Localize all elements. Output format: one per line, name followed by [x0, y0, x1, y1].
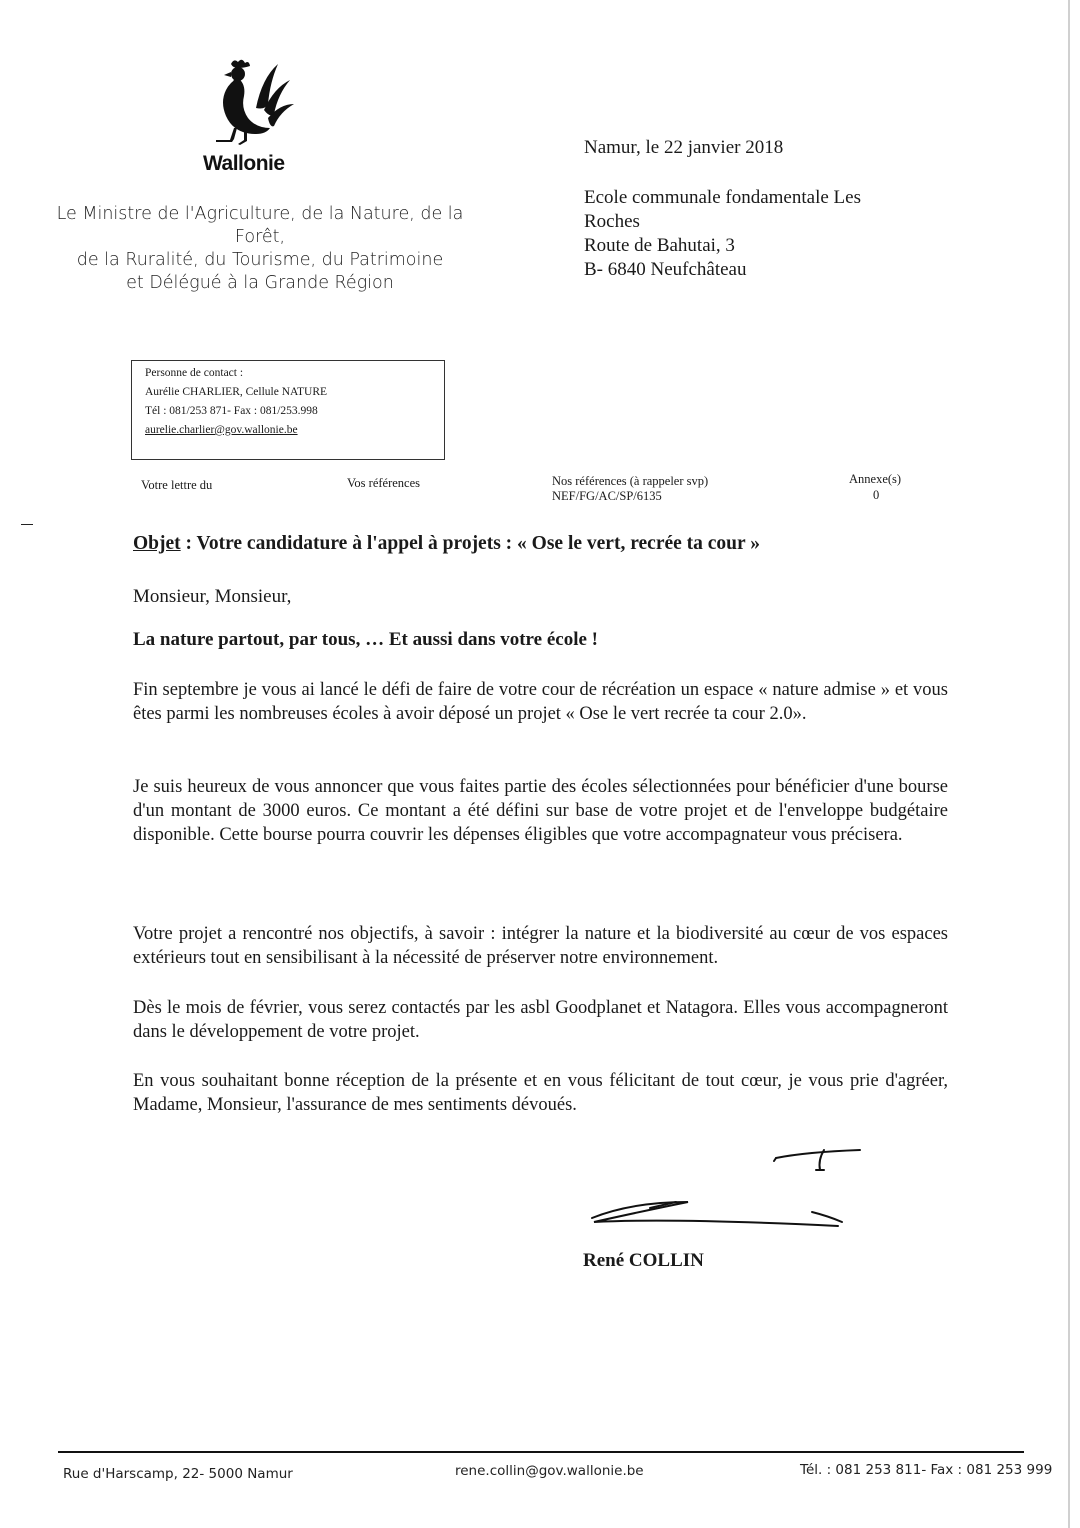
ministry-heading [40, 203, 480, 295]
place-date: Namur, le 22 janvier 2018 [584, 137, 784, 158]
annexes-value: 0 [873, 488, 880, 502]
tagline: La nature partout, par tous, … Et aussi dans votre école ! [133, 629, 598, 650]
scan-edge [1068, 0, 1070, 1528]
ministry-line: de la Ruralité, du Tourisme, du Patrimoine [76, 250, 444, 270]
contact-name: Aurélie CHARLIER, Cellule NATURE [145, 386, 328, 398]
subject-line [133, 533, 760, 555]
footer-divider [58, 1451, 1024, 1453]
subject-text: : Votre candidature à l'appel à projets : « Ose le vert, recrée ta cour » [180, 533, 760, 554]
salutation: Monsieur, Monsieur, [133, 586, 292, 607]
body-paragraph: Je suis heureux de vous annoncer que vous faites partie des écoles sélectionnées pour bénéficier d'une bourse d'un montant de 3000 euros. Ce montant a été défini sur base de votre projet et de l'enveloppe budgétaire disponible. Cette bourse pourra couvrir les dépenses éligibles que votre accompagnateur vous précisera. [133, 777, 948, 845]
ministry-line: et Délégué à la Grande Région [126, 273, 394, 293]
recipient-line: Roches [584, 211, 640, 232]
logo-wordmark: Wallonie [203, 152, 285, 175]
contact-email-link[interactable]: aurelie.charlier@gov.wallonie.be [145, 424, 298, 436]
footer-address: Rue d'Harscamp, 22- 5000 Namur [63, 1466, 293, 1482]
recipient-address [584, 186, 904, 282]
contact-label: Personne de contact : [145, 367, 244, 379]
subject-label: Objet [133, 533, 181, 554]
signer-name: René COLLIN [583, 1250, 704, 1271]
contact-phone: Tél : 081/253 871- Fax : 081/253.998 [145, 405, 318, 417]
footer-email[interactable]: rene.collin@gov.wallonie.be [455, 1463, 644, 1479]
recipient-line: B- 6840 Neufchâteau [584, 259, 747, 280]
body-paragraph: En vous souhaitant bonne réception de la présente et en vous félicitant de tout cœur, je vous prie d'agréer, Madame, Monsieur, l'assurance de mes sentiments dévoués. [133, 1071, 948, 1115]
recipient-line: Ecole communale fondamentale Les [584, 187, 861, 208]
nos-references-label: Nos références (à rappeler svp) [552, 474, 709, 488]
body-paragraph: Votre projet a rencontré nos objectifs, à savoir : intégrer la nature et la biodiversité au cœur de vos espaces extérieurs tout en sensibilisant à la nécessité de préserver notre environnement. [133, 924, 948, 968]
nos-references-value: NEF/FG/AC/SP/6135 [552, 489, 662, 503]
annexes-label: Annexe(s) [849, 472, 902, 486]
recipient-line: Route de Bahutai, 3 [584, 235, 735, 256]
wallonie-rooster-logo [198, 58, 298, 150]
body-paragraph: Dès le mois de février, vous serez contactés par les asbl Goodplanet et Natagora. Elles vous accompagneront dans le développement de votre projet. [133, 998, 948, 1042]
body-paragraph: Fin septembre je vous ai lancé le défi de faire de votre cour de récréation un espace « nature admise » et vous êtes parmi les nombreuses écoles à avoir déposé un projet « Ose le vert recrée ta cour 2.0». [133, 680, 948, 724]
vos-references-label: Vos références [347, 476, 420, 490]
footer-phone: Tél. : 081 253 811- Fax : 081 253 999 [800, 1462, 1053, 1478]
handwritten-signature [580, 1138, 870, 1230]
votre-lettre-label: Votre lettre du [141, 478, 213, 492]
fold-mark [21, 524, 33, 525]
ministry-line: Le Ministre de l'Agriculture, de la Nature, de la Forêt, [56, 204, 464, 247]
contact-box [131, 360, 445, 460]
